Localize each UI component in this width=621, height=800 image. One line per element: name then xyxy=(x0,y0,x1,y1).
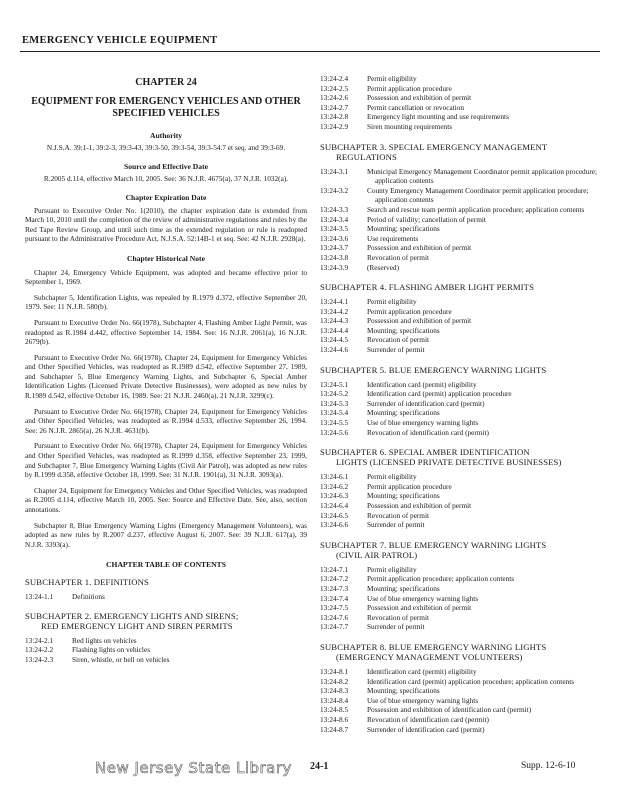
subchapter-title-cont: RED EMERGENCY LIGHT AND SIREN PERMITS xyxy=(41,620,233,631)
subchapter-heading xyxy=(25,611,307,631)
section-title: Permit eligibility xyxy=(367,472,417,482)
right-column xyxy=(320,74,603,744)
toc-entry xyxy=(25,636,307,646)
toc-entry xyxy=(320,584,603,594)
section-title: Permit cancellation or revocation xyxy=(367,102,465,112)
toc-entry xyxy=(320,215,603,225)
page-number: 24-1 xyxy=(310,761,329,772)
subchapter-heading xyxy=(320,365,603,375)
library-watermark: New Jersey State Library xyxy=(95,759,292,777)
section-title: Permit application procedure xyxy=(367,481,452,491)
section-title: Surrender of identification card (permit) xyxy=(367,724,485,734)
subchapter-title-cont: LIGHTS (LICENSED PRIVATE DETECTIVE BUSINESSES) xyxy=(336,457,562,468)
section-number: 13:24-5.5 xyxy=(320,418,349,428)
section-number: 13:24-3.8 xyxy=(320,252,349,262)
section-number: 13:24-6.3 xyxy=(320,491,349,501)
subchapter-title: SUBCHAPTER 2. EMERGENCY LIGHTS AND SIRENS; xyxy=(25,610,239,621)
toc-entry xyxy=(320,84,603,94)
toc-entry xyxy=(320,224,603,234)
subchapter-title: SUBCHAPTER 8. BLUE EMERGENCY WARNING LIGHTS xyxy=(320,641,547,652)
subchapter-heading xyxy=(320,142,603,162)
subchapter-title: SUBCHAPTER 7. BLUE EMERGENCY WARNING LIGHTS xyxy=(320,539,547,550)
toc-entry xyxy=(320,613,603,623)
subchapter-block xyxy=(320,447,603,530)
section-number: 13:24-8.2 xyxy=(320,676,349,686)
subchapter-title-cont: REGULATIONS xyxy=(336,151,397,162)
section-title: Period of validity; cancellation of permit xyxy=(367,214,486,224)
section-title: Emergency light mounting and use requirements xyxy=(367,112,509,122)
section-title: Surrender of permit xyxy=(367,345,425,355)
toc-entry xyxy=(320,103,603,113)
subchapter-heading xyxy=(320,642,603,662)
section-title: Mounting; specifications xyxy=(367,224,440,234)
section-title: Use of blue emergency warning lights xyxy=(367,418,479,428)
section-number: 13:24-6.5 xyxy=(320,510,349,520)
section-title: Search and rescue team permit application procedure; application contents xyxy=(367,204,585,214)
expiration-heading: Chapter Expiration Date xyxy=(125,192,207,202)
section-number: 13:24-8.1 xyxy=(320,666,349,676)
supplement-date: Supp. 12-6-10 xyxy=(521,761,576,771)
authority-text: N.J.S.A. 39:1-1, 39:2-3, 39:3-43, 39:3-50, 39:3-54, 39:3-54.7 et seq. and 39:3-69. xyxy=(46,143,286,153)
section-title: Mounting; specifications xyxy=(367,583,440,593)
section-title: Identification card (permit) eligibility xyxy=(367,379,477,389)
section-number: 13:24-8.6 xyxy=(320,714,349,724)
section-number: 13:24-7.4 xyxy=(320,593,349,603)
toc-entry xyxy=(320,307,603,317)
section-number: 13:24-6.6 xyxy=(320,520,349,530)
section-number: 13:24-8.5 xyxy=(320,705,349,715)
section-number: 13:24-3.4 xyxy=(320,214,349,224)
section-number: 13:24-2.4 xyxy=(320,74,349,83)
section-title: Siren, whistle, or bell on vehicles xyxy=(72,654,170,664)
section-title: Possession and exhibition of permit xyxy=(367,501,472,510)
subchapter-block xyxy=(320,282,603,355)
section-number: 13:24-3.9 xyxy=(320,262,349,272)
section-number: 13:24-5.1 xyxy=(320,379,349,389)
subchapter-title: SUBCHAPTER 1. DEFINITIONS xyxy=(25,576,149,587)
toc-heading: CHAPTER TABLE OF CONTENTS xyxy=(106,560,226,570)
toc-entry xyxy=(320,428,603,438)
section-number: 13:24-2.3 xyxy=(25,654,54,664)
section-number: 13:24-5.3 xyxy=(320,398,349,408)
chapter-title: EQUIPMENT FOR EMERGENCY VEHICLES AND OTHER SPECIFIED VEHICLES xyxy=(31,95,301,119)
section-number: 13:24-3.7 xyxy=(320,243,349,253)
section-title: Mounting; specifications xyxy=(367,491,440,501)
section-number: 13:24-5.2 xyxy=(320,389,349,399)
toc-entry xyxy=(25,655,307,665)
history-paragraph: Subchapter 5, Identification Lights, was repealed by R.1979 d.372, effective September 20, 1979. See: 11 N.J.R. 580(b). xyxy=(25,292,307,312)
toc-entry xyxy=(320,316,603,326)
section-title: Identification card (permit) application procedure xyxy=(367,389,512,399)
toc-entry xyxy=(320,380,603,390)
section-number: 13:24-2.1 xyxy=(25,635,54,645)
section-title: Use of blue emergency warning lights xyxy=(367,695,479,705)
toc-entry xyxy=(320,93,603,103)
section-number: 13:24-1.1 xyxy=(25,591,54,601)
section-title: Permit eligibility xyxy=(367,297,417,307)
section-number: 13:24-5.4 xyxy=(320,408,349,418)
section-title: Revocation of permit xyxy=(367,612,430,622)
section-number: 13:24-3.1 xyxy=(320,166,349,176)
source-text: R.2005 d.114, effective March 10, 2005. See: 36 N.J.R. 4675(a), 37 N.J.R. 1032(a). xyxy=(43,174,289,184)
expiration-text: Pursuant to Executive Order No. 1(2010), the chapter expiration date is extended from March 10, 2010 until the completion of the review of administrative regulations and rules by the Red Tape Review Group, and until such time as the extended regulation or rule is readopted pursuant to the Administrative Procedure Act, N.J.S.A. 52:14B-1 et seq. See: 42 N.J.R. 2928(a). xyxy=(25,205,307,244)
section-title: Possession and exhibition of permit xyxy=(367,316,472,326)
section-number: 13:24-4.4 xyxy=(320,325,349,335)
section-title: County Emergency Management Coordinator permit application procedure; application contents xyxy=(367,185,589,205)
toc-entry xyxy=(320,408,603,418)
toc-entry xyxy=(320,74,603,84)
toc-entry xyxy=(320,263,603,273)
section-number: 13:24-8.4 xyxy=(320,695,349,705)
subchapter-block xyxy=(25,611,307,665)
toc-entry xyxy=(320,565,603,575)
authority-heading: Authority xyxy=(149,130,183,140)
page-footer xyxy=(0,757,621,787)
toc-entry xyxy=(320,326,603,336)
section-title: Permit application procedure xyxy=(367,306,452,316)
history-notes xyxy=(25,268,307,550)
section-number: 13:24-3.5 xyxy=(320,224,349,234)
toc-entry xyxy=(320,501,603,511)
toc-entry xyxy=(320,603,603,613)
section-title: Possession and exhibition of permit xyxy=(367,93,472,103)
subchapter-title: SUBCHAPTER 6. SPECIAL AMBER IDENTIFICATION xyxy=(320,447,530,458)
section-title: Flashing lights on vehicles xyxy=(72,645,151,655)
section-title: Surrender of permit xyxy=(367,520,425,530)
toc-right xyxy=(320,142,603,735)
section-number: 13:24-3.6 xyxy=(320,233,349,243)
section-number: 13:24-6.1 xyxy=(320,472,349,482)
subchapter-title: SUBCHAPTER 5. BLUE EMERGENCY WARNING LIGHTS xyxy=(320,364,547,375)
history-paragraph: Chapter 24, Emergency Vehicle Equipment, was adopted and became effective prior to September 1, 1969. xyxy=(25,267,307,287)
toc-entry xyxy=(320,205,603,215)
toc-entry xyxy=(320,491,603,501)
section-title: Revocation of permit xyxy=(367,252,430,262)
section-number: 13:24-7.5 xyxy=(320,603,349,613)
section-title: Mounting; specifications xyxy=(367,408,440,418)
toc-entry xyxy=(320,667,603,677)
section-number: 13:24-4.1 xyxy=(320,297,349,307)
history-paragraph: Pursuant to Executive Order No. 66(1978), Chapter 24, Equipment for Emergency Vehicles and Other Specified Vehicles, was readopted as R.1999 d.358, effective September 23, 1999, and Subchapter 7, Blue Emergency Warning Lights (Civil Air Patrol), was adopted as new rules by R.1999 d.358, effective October 18, 1999. See: 31 N.J.R. 1901(a), 31 N.J.R. 3093(a). xyxy=(25,441,307,480)
section-title: Surrender of permit xyxy=(367,622,425,632)
toc-entry xyxy=(320,167,603,186)
section-number: 13:24-5.6 xyxy=(320,427,349,437)
section-number: 13:24-2.5 xyxy=(320,83,349,93)
section-number: 13:24-3.3 xyxy=(320,204,349,214)
section-number: 13:24-7.7 xyxy=(320,622,349,632)
toc-entry xyxy=(320,705,603,715)
toc-entry xyxy=(320,725,603,735)
section-number: 13:24-7.3 xyxy=(320,583,349,593)
section-number: 13:24-3.2 xyxy=(320,185,349,195)
toc-entry xyxy=(320,253,603,263)
section-number: 13:24-6.2 xyxy=(320,481,349,491)
subchapter-heading xyxy=(320,540,603,560)
subchapter-block xyxy=(320,540,603,632)
subchapter-heading xyxy=(320,282,603,292)
subchapter-title-cont: (EMERGENCY MANAGEMENT VOLUNTEERS) xyxy=(336,651,523,662)
toc-entry xyxy=(320,677,603,687)
section-title: Mounting; specifications xyxy=(367,686,440,696)
toc-entry xyxy=(320,482,603,492)
toc-entry xyxy=(320,399,603,409)
section-title: Siren mounting requirements xyxy=(367,121,453,131)
header-rule xyxy=(20,51,600,52)
section-title: Permit eligibility xyxy=(367,564,417,574)
section-number: 13:24-4.6 xyxy=(320,345,349,355)
section-title: Permit application procedure; application contents xyxy=(367,574,515,584)
chapter-number: CHAPTER 24 xyxy=(135,77,197,88)
section-title: Possession and exhibition of identification card (permit) xyxy=(367,705,532,715)
section-title: Revocation of permit xyxy=(367,510,430,520)
toc-entry xyxy=(320,112,603,122)
toc-entry xyxy=(320,418,603,428)
running-head: EMERGENCY VEHICLE EQUIPMENT xyxy=(22,35,218,46)
toc-entry xyxy=(320,186,603,205)
section-title: (Reserved) xyxy=(367,262,400,272)
subchapter-block xyxy=(320,142,603,273)
section-title: Red lights on vehicles xyxy=(72,635,137,645)
section-title: Mounting; specifications xyxy=(367,325,440,335)
section-number: 13:24-2.7 xyxy=(320,102,349,112)
section-number: 13:24-7.6 xyxy=(320,612,349,622)
section-title: Surrender of identification card (permit) xyxy=(367,398,485,408)
section-number: 13:24-8.3 xyxy=(320,686,349,696)
toc-entry xyxy=(320,511,603,521)
section-number: 13:24-4.5 xyxy=(320,335,349,345)
toc-entry xyxy=(320,335,603,345)
section-title: Identification card (permit) eligibility xyxy=(367,666,477,676)
section-title: Possession and exhibition of permit xyxy=(367,603,472,613)
subchapter-heading xyxy=(25,577,307,587)
section-number: 13:24-2.9 xyxy=(320,121,349,131)
subchapter-title-cont: (CIVIL AIR PATROL) xyxy=(336,549,418,560)
toc-entry xyxy=(320,122,603,132)
history-paragraph: Subchapter 8, Blue Emergency Warning Lights (Emergency Management Volunteers), was adopted as new rules by R.2007 d.237, effective August 6, 2007. See: 39 N.J.R. 617(a), 39 N.J.R. 3393(a). xyxy=(25,520,307,549)
left-column xyxy=(25,74,307,673)
toc-entry xyxy=(320,472,603,482)
section-number: 13:24-7.1 xyxy=(320,564,349,574)
section-number: 13:24-2.2 xyxy=(25,645,54,655)
section-number: 13:24-8.7 xyxy=(320,724,349,734)
history-paragraph: Pursuant to Executive Order No. 66(1978), Chapter 24, Equipment for Emergency Vehicles and Other Specified Vehicles, was readopted as R.1994 d.533, effective September 26, 1994. See: 26 N.J.R. 2865(a), 26 N.J.R. 4631(b). xyxy=(25,406,307,435)
toc-entry xyxy=(320,622,603,632)
section-title: Revocation of identification card (permit) xyxy=(367,427,489,437)
toc-entry xyxy=(25,645,307,655)
subchapter-block xyxy=(320,642,603,734)
source-heading: Source and Effective Date xyxy=(123,161,208,171)
toc-entry xyxy=(320,297,603,307)
history-paragraph: Pursuant to Executive Order No. 66(1978), Subchapter 4, Flashing Amber Light Permit, was readopted as R.1984 d.442, effective September 14, 1984. See: 16 N.J.R. 2061(a), 16 N.J.R. 2679(b). xyxy=(25,317,307,347)
history-paragraph: Chapter 24, Equipment for Emergency Vehicles and Other Specified Vehicles, was readopted as R.2005 d.114, effective March 10, 2005. See: Source and Effective Date. See, also, section annotations. xyxy=(25,485,307,514)
section-title: Definitions xyxy=(72,591,105,601)
section-number: 13:24-6.4 xyxy=(320,501,349,510)
toc-left xyxy=(25,577,307,664)
section-number: 13:24-7.2 xyxy=(320,574,349,584)
toc-entry xyxy=(320,389,603,399)
section-title: Possession and exhibition of permit xyxy=(367,243,472,253)
section-number: 13:24-4.2 xyxy=(320,306,349,316)
toc-entry xyxy=(320,243,603,253)
section-title: Revocation of identification card (permit) xyxy=(367,714,489,724)
section-number: 13:24-2.8 xyxy=(320,112,349,122)
toc-entry xyxy=(320,234,603,244)
section-title: Revocation of permit xyxy=(367,335,430,345)
toc-entry xyxy=(320,696,603,706)
history-heading: Chapter Historical Note xyxy=(127,253,205,263)
subchapter-title: SUBCHAPTER 4. FLASHING AMBER LIGHT PERMITS xyxy=(320,282,535,293)
toc-entry xyxy=(320,345,603,355)
subchapter-block xyxy=(320,365,603,438)
section-title: Identification card (permit) application procedure; application contents xyxy=(367,676,575,686)
section-title: Permit eligibility xyxy=(367,74,417,83)
toc-entry xyxy=(25,592,307,602)
section-number: 13:24-4.3 xyxy=(320,316,349,326)
section-number: 13:24-2.6 xyxy=(320,93,349,103)
toc-entry xyxy=(320,520,603,530)
section-title: Permit application procedure xyxy=(367,83,452,93)
toc-entry xyxy=(320,574,603,584)
toc-continued-list xyxy=(320,74,603,132)
section-title: Use requirements xyxy=(367,233,419,243)
subchapter-block xyxy=(25,577,307,602)
section-title: Use of blue emergency warning lights xyxy=(367,593,479,603)
subchapter-heading xyxy=(320,447,603,467)
section-title: Municipal Emergency Management Coordinator permit application procedure; application contents xyxy=(367,166,598,186)
subchapter-title: SUBCHAPTER 3. SPECIAL EMERGENCY MANAGEMENT xyxy=(320,141,548,152)
toc-entry xyxy=(320,715,603,725)
history-paragraph: Pursuant to Executive Order No. 66(1978), Chapter 24, Equipment for Emergency Vehicles and Other Specified Vehicles, was readopted as R.1989 d.542, effective September 27, 1989, and Subchapter 5, Blue Emergency Warning Lights, and Subchapter 6, Special Amber Identification Lights (Licensed Private Detective Businesses), were adopted as new rules by R.1989 d.542, effective October 16, 1989. See: 21 N.J.R. 2460(a), 21 N.J.R. 3299(c). xyxy=(25,352,307,401)
toc-entry xyxy=(320,686,603,696)
toc-entry xyxy=(320,594,603,604)
